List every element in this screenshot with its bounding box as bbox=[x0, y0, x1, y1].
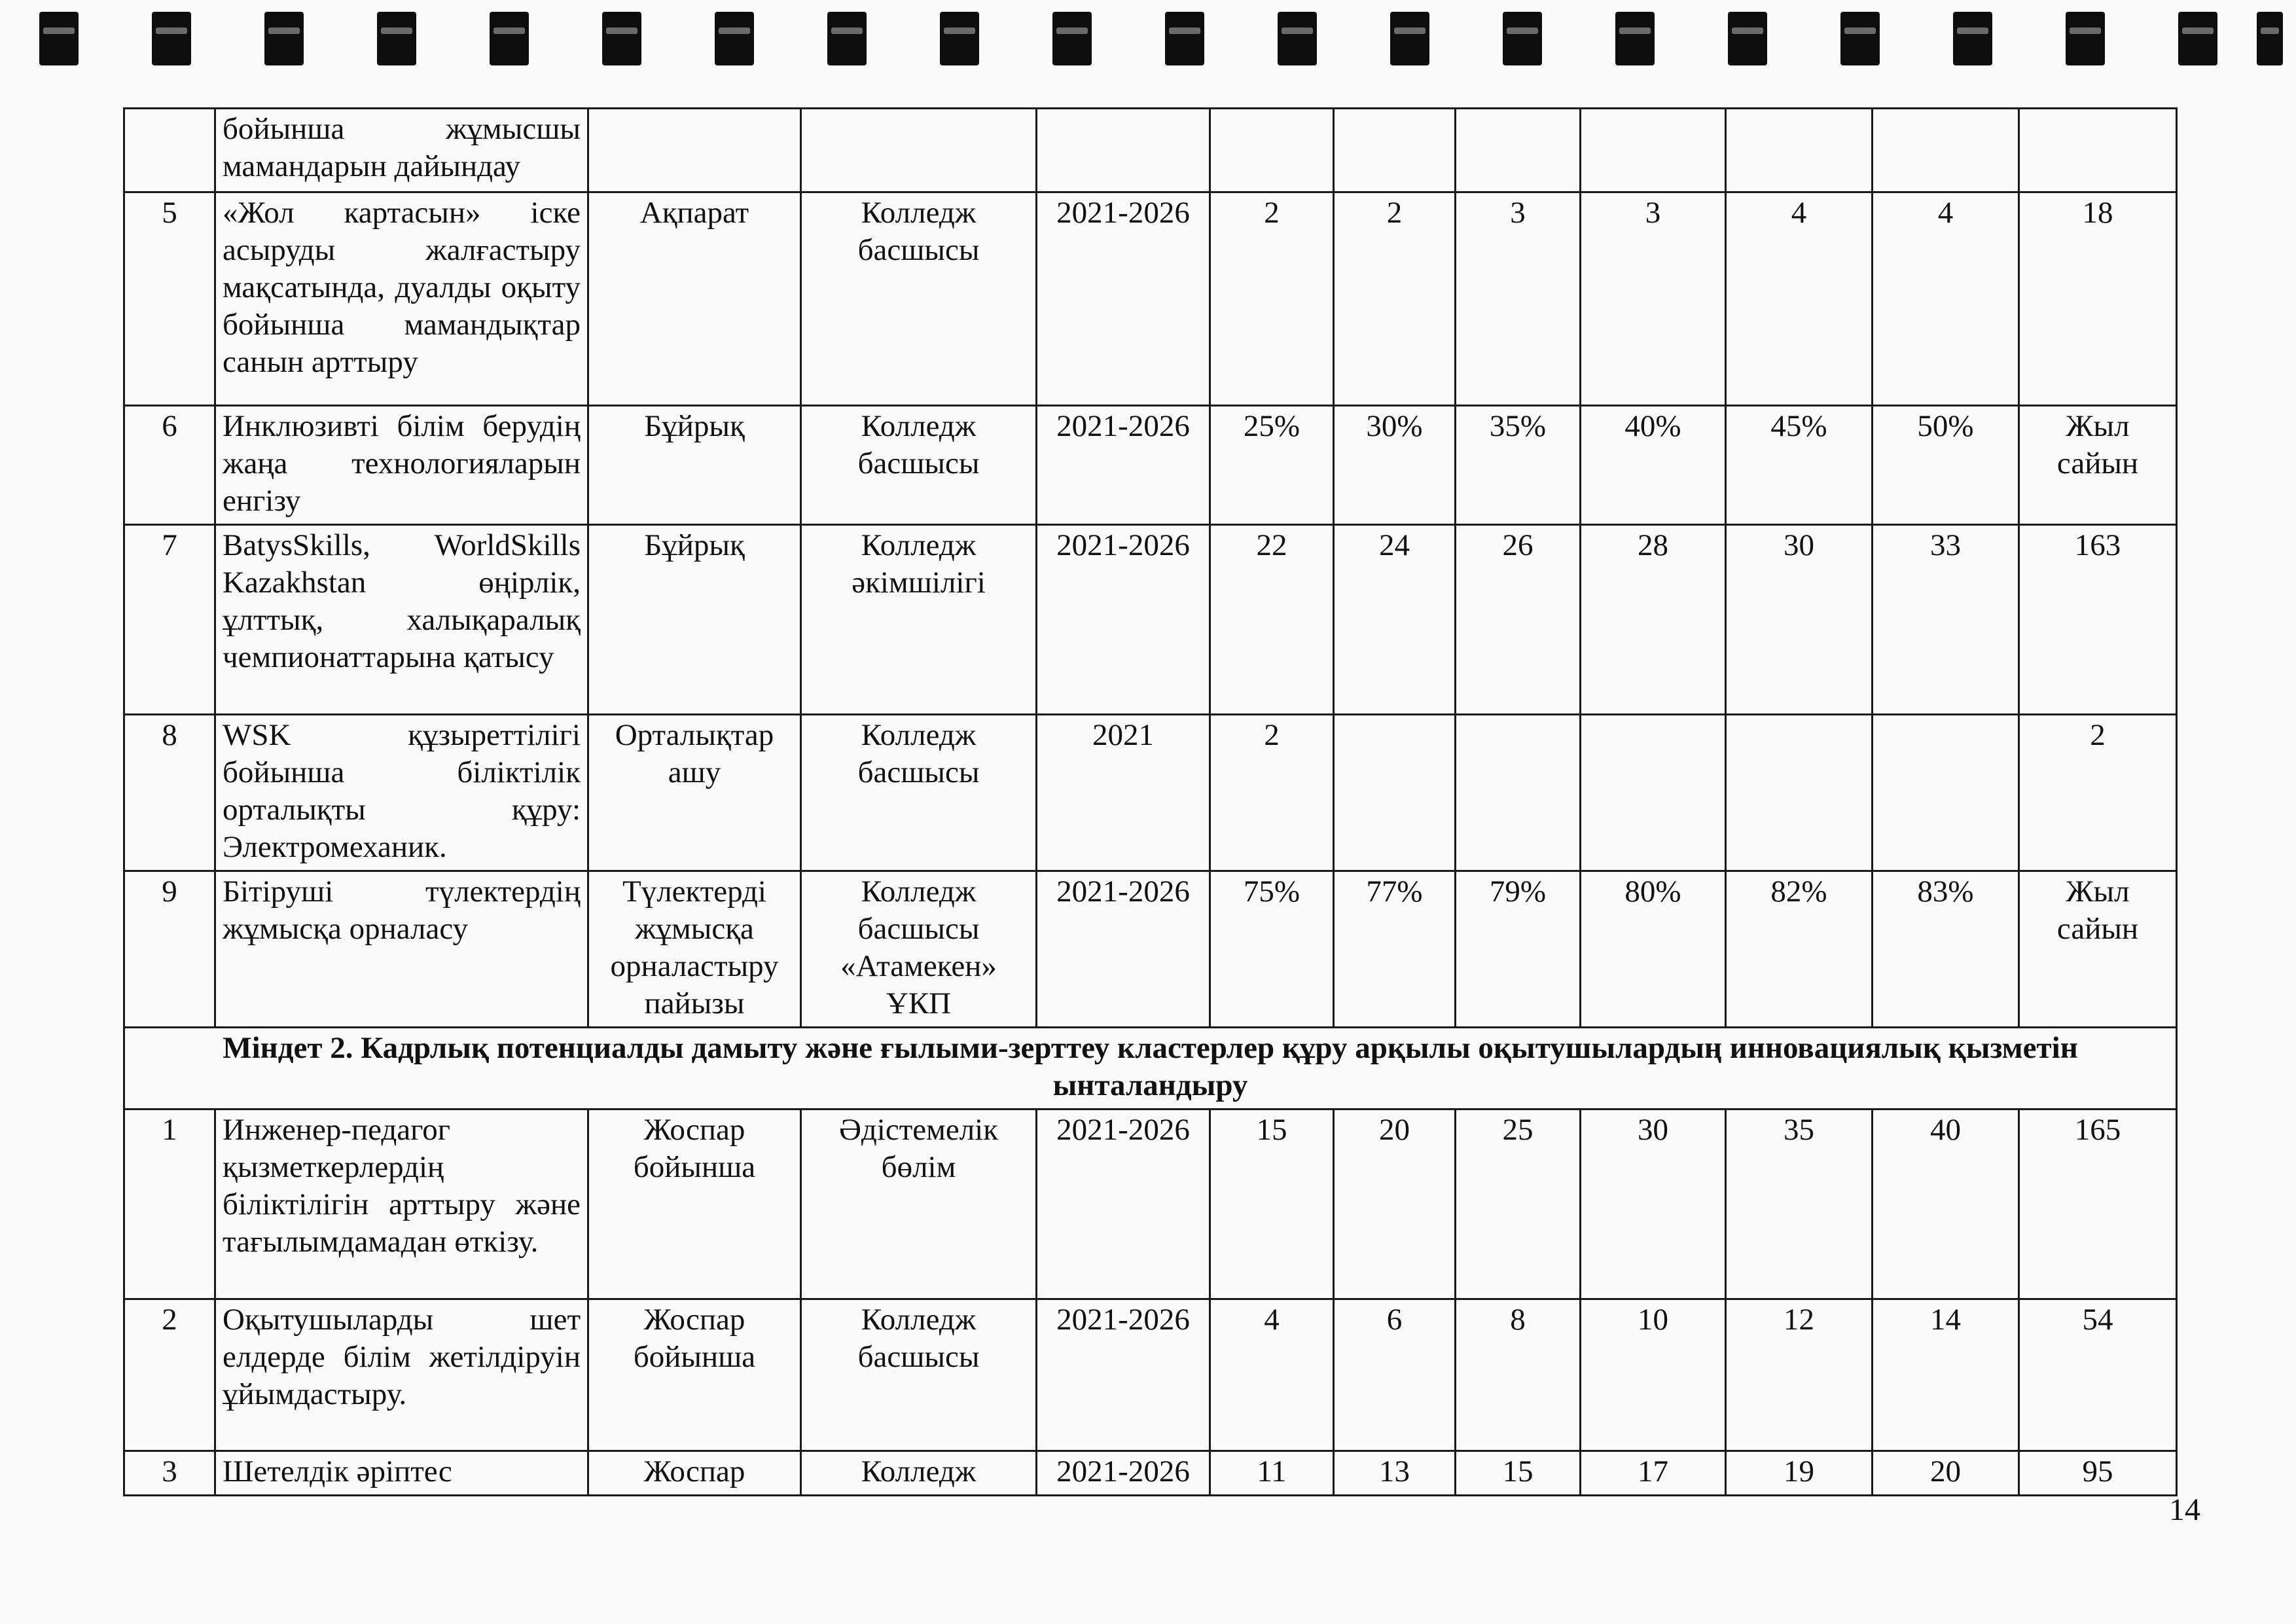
action-plan-table bbox=[123, 107, 2178, 1496]
row-number: 3 bbox=[124, 1451, 215, 1496]
row-number: 2 bbox=[124, 1299, 215, 1451]
period: 2021-2026 bbox=[1037, 406, 1210, 525]
period: 2021 bbox=[1037, 715, 1210, 871]
year-value: 45% bbox=[1726, 406, 1873, 525]
year-value: 26 bbox=[1456, 525, 1581, 715]
task-2-title: Міндет 2. Кадрлық потенциалды дамыту және ғылыми-зерттеу кластерлер құру арқылы оқытушылардың инновациялық қызметін ынталандыру bbox=[124, 1028, 2177, 1110]
period: 2021-2026 bbox=[1037, 1299, 1210, 1451]
year-value: 40 bbox=[1873, 1110, 2019, 1299]
binding-ring bbox=[1052, 12, 1092, 65]
year-value bbox=[1581, 715, 1726, 871]
year-value: 28 bbox=[1581, 525, 1726, 715]
activity-name: Инклюзивті білім берудің жаңа технологияларын енгізу bbox=[215, 406, 588, 525]
total-value: 54 bbox=[2019, 1299, 2177, 1451]
year-value: 4 bbox=[1210, 1299, 1334, 1451]
activity-name: Шетелдік әріптес bbox=[215, 1451, 588, 1496]
binding-ring bbox=[1953, 12, 1992, 65]
table-row bbox=[124, 192, 2177, 406]
period: 2021-2026 bbox=[1037, 525, 1210, 715]
binding-ring bbox=[264, 12, 304, 65]
year-value: 3 bbox=[1581, 192, 1726, 406]
completion-form: Жоспар бойынша bbox=[588, 1110, 801, 1299]
year-value bbox=[1456, 109, 1581, 192]
binding-ring bbox=[940, 12, 979, 65]
period: 2021-2026 bbox=[1037, 871, 1210, 1028]
binding-ring bbox=[715, 12, 754, 65]
binding-ring bbox=[827, 12, 867, 65]
completion-form bbox=[588, 109, 801, 192]
row-number bbox=[124, 109, 215, 192]
year-value: 2 bbox=[1210, 715, 1334, 871]
year-value: 12 bbox=[1726, 1299, 1873, 1451]
responsible: Колледж әкімшілігі bbox=[801, 525, 1037, 715]
period: 2021-2026 bbox=[1037, 1110, 1210, 1299]
activity-name: бойынша жұмысшы мамандарын дайындау bbox=[215, 109, 588, 192]
year-value: 6 bbox=[1334, 1299, 1456, 1451]
year-value bbox=[1334, 715, 1456, 871]
year-value: 83% bbox=[1873, 871, 2019, 1028]
year-value: 35% bbox=[1456, 406, 1581, 525]
total-value: 163 bbox=[2019, 525, 2177, 715]
page-number: 14 bbox=[2169, 1492, 2200, 1527]
total-value: Жыл сайын bbox=[2019, 406, 2177, 525]
year-value: 15 bbox=[1456, 1451, 1581, 1496]
binding-ring bbox=[602, 12, 641, 65]
year-value: 33 bbox=[1873, 525, 2019, 715]
completion-form: Бұйрық bbox=[588, 525, 801, 715]
binding-ring bbox=[490, 12, 529, 65]
year-value bbox=[1726, 109, 1873, 192]
completion-form: Ақпарат bbox=[588, 192, 801, 406]
row-number: 7 bbox=[124, 525, 215, 715]
binding-ring bbox=[1278, 12, 1317, 65]
row-number: 1 bbox=[124, 1110, 215, 1299]
binding-ring bbox=[377, 12, 416, 65]
year-value: 75% bbox=[1210, 871, 1334, 1028]
binding-ring bbox=[39, 12, 79, 65]
binding-ring bbox=[2178, 12, 2217, 65]
row-number: 8 bbox=[124, 715, 215, 871]
responsible: Колледж басшысы bbox=[801, 406, 1037, 525]
year-value: 40% bbox=[1581, 406, 1726, 525]
total-value bbox=[2019, 109, 2177, 192]
year-value: 3 bbox=[1456, 192, 1581, 406]
year-value bbox=[1456, 715, 1581, 871]
table-row bbox=[124, 1299, 2177, 1451]
year-value: 4 bbox=[1873, 192, 2019, 406]
responsible: Колледж bbox=[801, 1451, 1037, 1496]
responsible: Әдістемелік бөлім bbox=[801, 1110, 1037, 1299]
period: 2021-2026 bbox=[1037, 192, 1210, 406]
year-value: 35 bbox=[1726, 1110, 1873, 1299]
responsible bbox=[801, 109, 1037, 192]
row-number: 5 bbox=[124, 192, 215, 406]
year-value: 50% bbox=[1873, 406, 2019, 525]
task-header-row bbox=[124, 1028, 2177, 1110]
binding-ring bbox=[1615, 12, 1655, 65]
total-value: Жыл сайын bbox=[2019, 871, 2177, 1028]
responsible: Колледж басшысы «Атамекен» ҰКП bbox=[801, 871, 1037, 1028]
activity-name: Оқытушыларды шет елдерде білім жетілдіруін ұйымдастыру. bbox=[215, 1299, 588, 1451]
year-value bbox=[1726, 715, 1873, 871]
activity-name: Бітіруші түлектердің жұмысқа орналасу bbox=[215, 871, 588, 1028]
row-number: 9 bbox=[124, 871, 215, 1028]
total-value: 2 bbox=[2019, 715, 2177, 871]
period: 2021-2026 bbox=[1037, 1451, 1210, 1496]
activity-name: «Жол картасын» іске асыруды жалғастыру мақсатында, дуалды оқыту бойынша мамандықтар санын арттыру bbox=[215, 192, 588, 406]
year-value bbox=[1334, 109, 1456, 192]
table-row bbox=[124, 525, 2177, 715]
completion-form: Жоспар бойынша bbox=[588, 1299, 801, 1451]
year-value bbox=[1581, 109, 1726, 192]
completion-form: Жоспар bbox=[588, 1451, 801, 1496]
year-value: 25 bbox=[1456, 1110, 1581, 1299]
binding-ring bbox=[152, 12, 191, 65]
year-value: 13 bbox=[1334, 1451, 1456, 1496]
binding-ring bbox=[1840, 12, 1880, 65]
year-value: 8 bbox=[1456, 1299, 1581, 1451]
table-row bbox=[124, 406, 2177, 525]
year-value: 77% bbox=[1334, 871, 1456, 1028]
year-value: 25% bbox=[1210, 406, 1334, 525]
year-value: 14 bbox=[1873, 1299, 2019, 1451]
year-value: 11 bbox=[1210, 1451, 1334, 1496]
completion-form: Бұйрық bbox=[588, 406, 801, 525]
row-number: 6 bbox=[124, 406, 215, 525]
year-value: 15 bbox=[1210, 1110, 1334, 1299]
activity-name: Инженер-педагог қызметкерлердің біліктілігін арттыру және тағылымдамадан өткізу. bbox=[215, 1110, 588, 1299]
activity-name: WSK құзыреттілігі бойынша біліктілік орталықты құру: Электромеханик. bbox=[215, 715, 588, 871]
binding-ring bbox=[1728, 12, 1767, 65]
year-value: 19 bbox=[1726, 1451, 1873, 1496]
year-value bbox=[1210, 109, 1334, 192]
completion-form: Түлектерді жұмысқа орналастыру пайызы bbox=[588, 871, 801, 1028]
year-value: 4 bbox=[1726, 192, 1873, 406]
year-value: 20 bbox=[1873, 1451, 2019, 1496]
total-value: 18 bbox=[2019, 192, 2177, 406]
year-value: 30 bbox=[1726, 525, 1873, 715]
binding-ring bbox=[2066, 12, 2105, 65]
table-row bbox=[124, 871, 2177, 1028]
table-row bbox=[124, 1451, 2177, 1496]
year-value: 80% bbox=[1581, 871, 1726, 1028]
binding-ring bbox=[1165, 12, 1204, 65]
year-value: 2 bbox=[1210, 192, 1334, 406]
year-value bbox=[1873, 715, 2019, 871]
total-value: 165 bbox=[2019, 1110, 2177, 1299]
total-value: 95 bbox=[2019, 1451, 2177, 1496]
binding-ring bbox=[2257, 12, 2283, 65]
binding-ring bbox=[1503, 12, 1542, 65]
responsible: Колледж басшысы bbox=[801, 1299, 1037, 1451]
table-row bbox=[124, 109, 2177, 192]
spiral-binding bbox=[0, 0, 2296, 72]
table-row bbox=[124, 715, 2177, 871]
year-value: 17 bbox=[1581, 1451, 1726, 1496]
completion-form: Орталықтар ашу bbox=[588, 715, 801, 871]
year-value: 30% bbox=[1334, 406, 1456, 525]
year-value bbox=[1873, 109, 2019, 192]
binding-ring bbox=[1390, 12, 1429, 65]
year-value: 2 bbox=[1334, 192, 1456, 406]
responsible: Колледж басшысы bbox=[801, 192, 1037, 406]
year-value: 20 bbox=[1334, 1110, 1456, 1299]
table-row bbox=[124, 1110, 2177, 1299]
year-value: 24 bbox=[1334, 525, 1456, 715]
year-value: 30 bbox=[1581, 1110, 1726, 1299]
year-value: 22 bbox=[1210, 525, 1334, 715]
period bbox=[1037, 109, 1210, 192]
year-value: 10 bbox=[1581, 1299, 1726, 1451]
activity-name: BatysSkills, WorldSkills Kazakhstan өңірлік, ұлттық, халықаралық чемпионаттарына қатысу bbox=[215, 525, 588, 715]
year-value: 82% bbox=[1726, 871, 1873, 1028]
responsible: Колледж басшысы bbox=[801, 715, 1037, 871]
year-value: 79% bbox=[1456, 871, 1581, 1028]
